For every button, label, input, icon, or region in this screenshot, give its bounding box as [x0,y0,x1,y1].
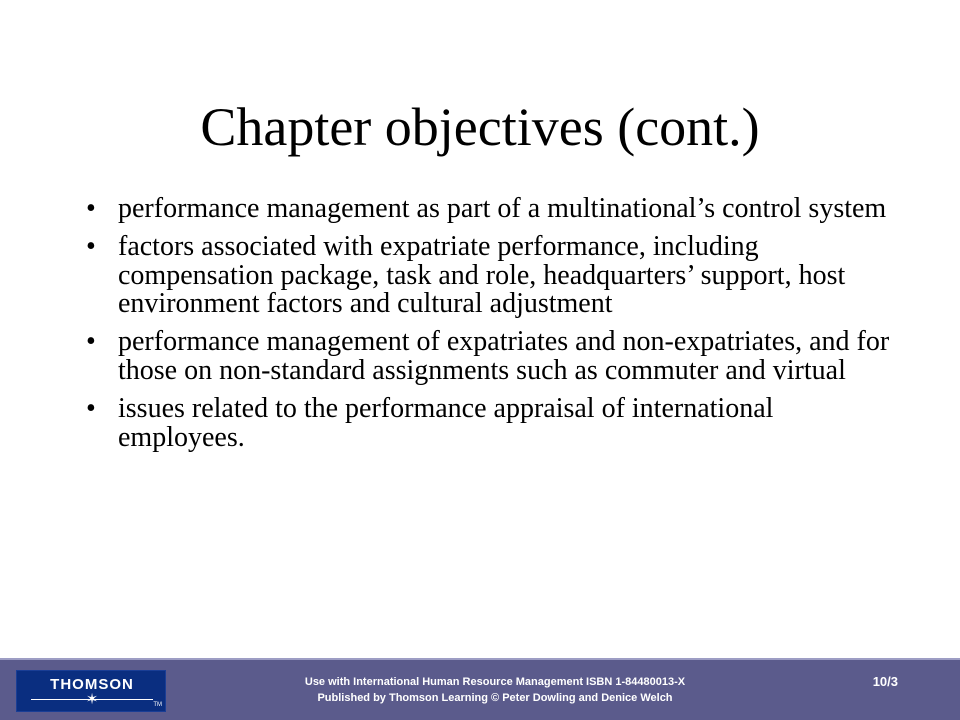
slide-title: Chapter objectives (cont.) [200,97,760,157]
bullet-text: issues related to the performance appraisal of international employees. [118,392,774,453]
footer-line-2: Published by Thomson Learning © Peter Dowling and Denice Welch [317,692,673,704]
bullet-text: performance management of expatriates and non-expatriates, and for those on non-standard assignments such as commuter and virtual [118,326,890,387]
bullet-icon: • [86,326,96,358]
star-icon: ✶ [85,690,99,708]
footer-bar [0,658,960,720]
logo-wordmark: THOMSON [50,676,134,693]
footer-credits [190,674,800,706]
bullet-item [80,195,890,224]
bullet-icon: • [86,230,96,262]
page-number: 10/3 [872,674,898,689]
thomson-logo [16,670,166,712]
trademark-mark: TM [153,702,162,708]
bullet-icon: • [86,392,96,424]
footer-line-1: Use with International Human Resource Management ISBN 1-84480013-X [304,676,686,688]
bullet-item [80,392,890,453]
bullet-item [80,328,890,386]
bullet-item [80,230,890,320]
bullet-icon: • [86,193,96,224]
bullet-text: performance management as part of a multinational’s control system [118,193,887,224]
bullet-text: factors associated with expatriate performance, including compensation package, task and role, headquarters’ support, host environment factors and cultural adjustment [118,230,846,320]
bullet-list [80,195,890,462]
